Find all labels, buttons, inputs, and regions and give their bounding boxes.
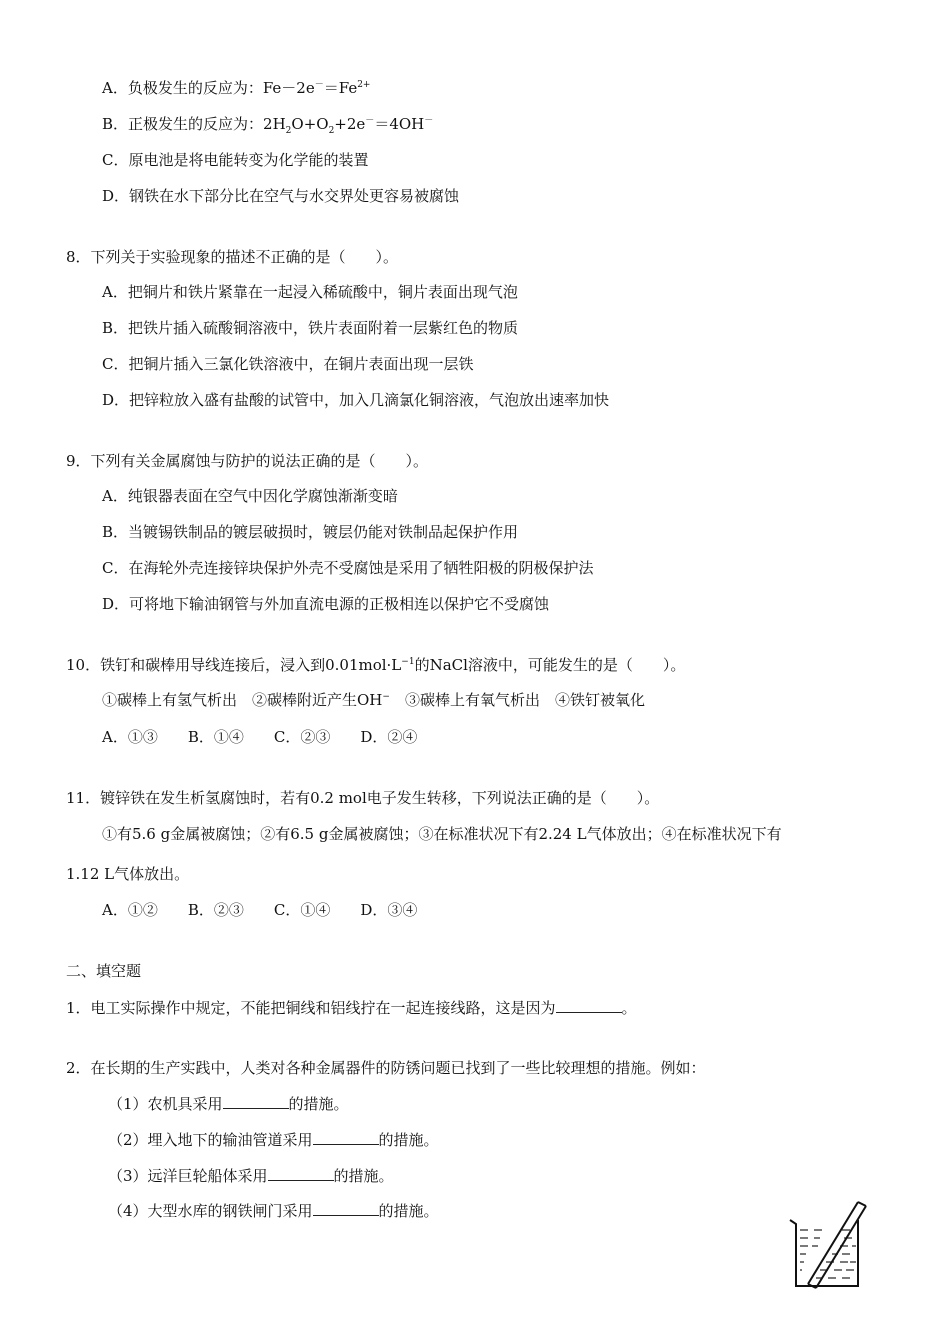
beaker-with-rod-icon [786, 1196, 876, 1292]
fill-q2-1: （1）农机具采用 的措施。 [108, 1095, 349, 1113]
q8-stem: 8．下列关于实验现象的描述不正确的是（ ）。 [66, 248, 399, 266]
q9-option-d: D．可将地下输油钢管与外加直流电源的正极相连以保护它不受腐蚀 [102, 595, 550, 613]
q9-stem: 9．下列有关金属腐蚀与防护的说法正确的是（ ）。 [66, 452, 429, 470]
q8-option-c: C．把铜片插入三氯化铁溶液中，在铜片表面出现一层铁 [102, 355, 474, 373]
answer-blank[interactable] [223, 1094, 289, 1109]
fill-q2-4: （4）大型水库的钢铁闸门采用 的措施。 [108, 1202, 439, 1220]
q10-stem: 10．铁钉和碳棒用导线连接后，浸入到$0.01mol\cdot L^{-1}$的NaCl溶液中，可能发生的是（ ）。 [66, 656, 686, 674]
q11-options: A．①② B．②③ C．①④ D．③④ [102, 901, 418, 919]
q8-option-d: D．把锌粒放入盛有盐酸的试管中，加入几滴氯化铜溶液，气泡放出速率加快 [102, 391, 610, 409]
q11-items-line1: ①有5.6 g金属被腐蚀；②有6.5 g金属被腐蚀；③在标准状况下有2.24 L气体放出；④在标准状况下有 [102, 825, 782, 843]
fill-q1: 1．电工实际操作中规定，不能把铜线和铝线拧在一起连接线路，这是因为 。 [66, 999, 637, 1017]
q11-stem: 11．镀锌铁在发生析氢腐蚀时，若有0.2 mol电子发生转移，下列说法正确的是（ ）。 [66, 789, 660, 807]
answer-blank[interactable] [268, 1166, 334, 1181]
q7-option-a: A．负极发生的反应为：$Fe-2e^-=Fe^{2+}$ [102, 79, 371, 97]
answer-blank[interactable] [556, 998, 622, 1013]
answer-blank[interactable] [313, 1201, 379, 1216]
q9-option-c: C．在海轮外壳连接锌块保护外壳不受腐蚀是采用了牺牲阳极的阴极保护法 [102, 559, 594, 577]
fill-q2-stem: 2．在长期的生产实践中，人类对各种金属器件的防锈问题已找到了一些比较理想的措施。例如： [66, 1059, 706, 1077]
answer-blank[interactable] [313, 1130, 379, 1145]
q9-option-a: A．纯银器表面在空气中因化学腐蚀渐渐变暗 [102, 487, 398, 505]
q8-option-a: A．把铜片和铁片紧靠在一起浸入稀硫酸中，铜片表面出现气泡 [102, 283, 518, 301]
q10-items: ①碳棒上有氢气析出 ②碳棒附近产生OH− ③碳棒上有氧气析出 ④铁钉被氧化 [102, 691, 645, 709]
q10-options: A．①③ B．①④ C．②③ D．②④ [102, 728, 418, 746]
q11-items-line2: 1.12 L气体放出。 [66, 865, 190, 883]
q9-option-b: B．当镀锡铁制品的镀层破损时，镀层仍能对铁制品起保护作用 [102, 523, 519, 541]
q7-option-b: B．正极发生的反应为：$2H_2O+O_2+2e^-=4OH^-$ [102, 115, 434, 136]
section2-heading: 二、填空题 [66, 962, 142, 980]
fill-q2-2: （2）埋入地下的输油管道采用 的措施。 [108, 1131, 439, 1149]
fill-q2-3: （3）远洋巨轮船体采用 的措施。 [108, 1167, 394, 1185]
q7-option-c: C．原电池是将电能转变为化学能的装置 [102, 151, 369, 169]
q8-option-b: B．把铁片插入硫酸铜溶液中，铁片表面附着一层紫红色的物质 [102, 319, 519, 337]
q7-option-d: D．钢铁在水下部分比在空气与水交界处更容易被腐蚀 [102, 187, 460, 205]
